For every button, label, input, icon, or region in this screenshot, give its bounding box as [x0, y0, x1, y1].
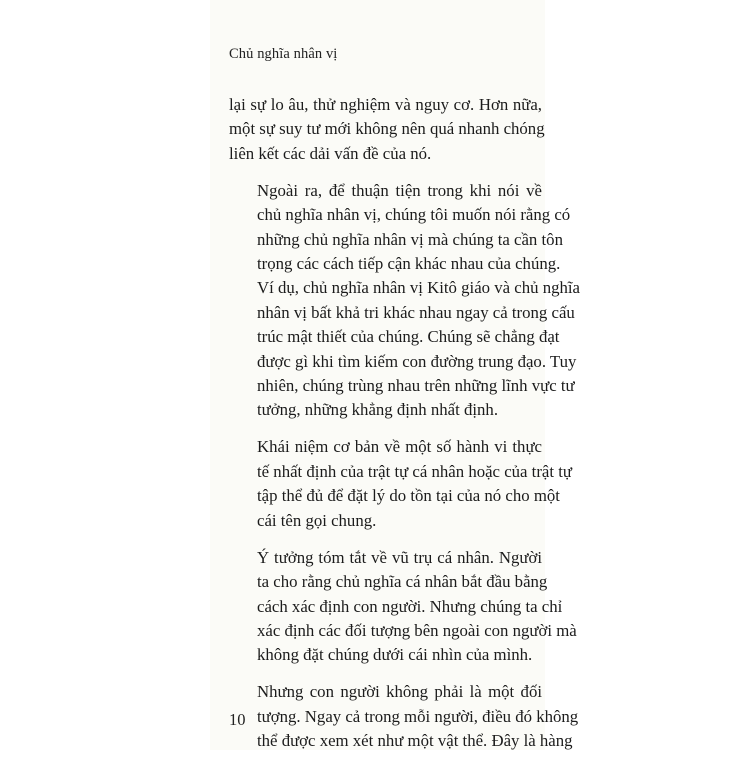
text-line: Ý tưởng tóm tắt về vũ trụ cá nhân. Người: [257, 547, 542, 567]
text-line: chủ nghĩa nhân vị, chúng tôi muốn nói rằng có: [257, 205, 571, 225]
text-line: cái tên gọi chung.: [257, 510, 377, 530]
page-number: 10: [229, 710, 246, 729]
text-line: lại sự lo âu, thử nghiệm và nguy cơ. Hơn nữa,: [229, 95, 542, 114]
text-line: không đặt chúng dưới cái nhìn của mình.: [257, 645, 533, 665]
paragraph-2: [229, 179, 580, 423]
text-line: tập thể đủ để đặt lý do tồn tại của nó cho một: [257, 486, 560, 506]
text-line: được gì khi tìm kiếm con đường trung đạo. Tuy: [257, 351, 577, 371]
text-line: cách xác định con người. Nhưng chúng ta chỉ: [257, 596, 563, 616]
running-header: Chủ nghĩa nhân vị: [229, 46, 338, 62]
text-line: liên kết các dải vấn đề của nó.: [229, 143, 432, 163]
text-line: Khái niệm cơ bản về một số hành vi thực: [257, 437, 542, 457]
text-line: Ví dụ, chủ nghĩa nhân vị Kitô giáo và chủ nghĩa: [257, 278, 580, 298]
paragraph-5: [229, 680, 579, 753]
text-line: trọng các cách tiếp cận khác nhau của chúng.: [257, 254, 561, 274]
text-line: nhiên, chúng trùng nhau trên những lĩnh vực tư: [257, 376, 575, 396]
text-line: Ngoài ra, để thuận tiện trong khi nói về: [257, 180, 542, 200]
text-line: một sự suy tư mới không nên quá nhanh chóng: [229, 119, 545, 139]
text-line: tượng. Ngay cả trong mỗi người, điều đó không: [257, 706, 579, 726]
text-line: tế nhất định của trật tự cá nhân hoặc của trật tự: [257, 461, 572, 481]
text-line: trúc mật thiết của chúng. Chúng sẽ chẳng đạt: [257, 327, 560, 347]
text-line: những chủ nghĩa nhân vị mà chúng ta cần tôn: [257, 229, 563, 249]
paragraph-4: [229, 546, 577, 668]
text-line: Nhưng con người không phải là một đối: [257, 682, 542, 702]
paragraph-1: [229, 93, 545, 166]
text-line: tưởng, những khẳng định nhất định.: [257, 400, 499, 420]
body-text: [229, 93, 580, 766]
paragraph-3: [229, 435, 572, 533]
text-line: xác định các đối tượng bên ngoài con người mà: [257, 620, 577, 640]
text-line: nhân vị bất khả tri khác nhau ngay cả trong cấu: [257, 302, 575, 322]
text-line: ta cho rằng chủ nghĩa cá nhân bắt đầu bằng: [257, 572, 548, 592]
text-line: thể được xem xét như một vật thể. Đây là hàng: [257, 731, 573, 751]
